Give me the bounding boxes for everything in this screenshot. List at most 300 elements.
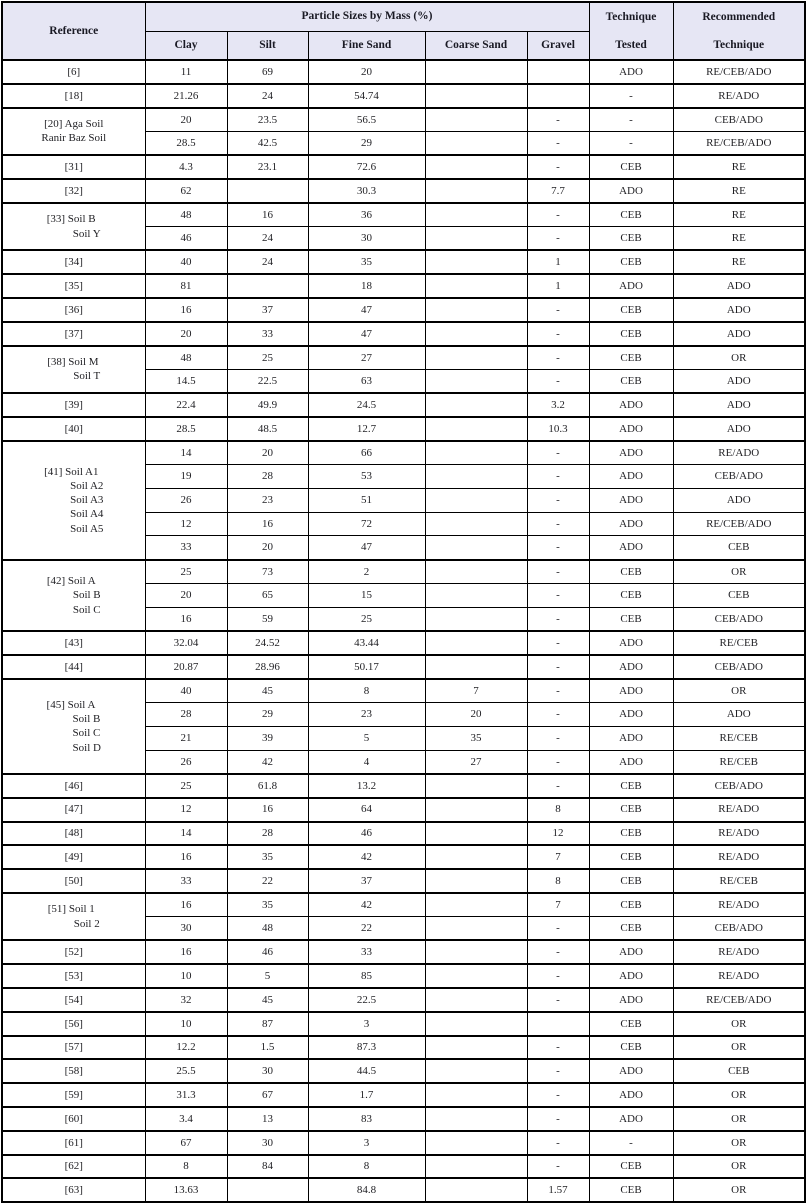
cell-gravel: 8 <box>527 869 589 893</box>
cell-gravel <box>527 1012 589 1036</box>
cell-coarse-sand <box>425 203 527 227</box>
cell-clay: 25 <box>145 560 227 584</box>
cell-technique-tested: CEB <box>589 774 673 798</box>
cell-technique-tested: ADO <box>589 60 673 84</box>
cell-coarse-sand <box>425 274 527 298</box>
cell-fine-sand: 24.5 <box>308 393 425 417</box>
reference-cell <box>2 964 145 988</box>
cell-technique-tested: ADO <box>589 1107 673 1131</box>
table-row <box>2 1155 805 1179</box>
reference-line: [59] <box>64 1089 83 1102</box>
cell-clay: 48 <box>145 346 227 370</box>
cell-fine-sand: 29 <box>308 131 425 155</box>
cell-coarse-sand <box>425 631 527 655</box>
cell-fine-sand: 20 <box>308 60 425 84</box>
cell-clay: 16 <box>145 893 227 917</box>
cell-recommended-technique: ADO <box>673 488 805 512</box>
reference-line: Soil D <box>72 741 101 754</box>
cell-silt: 20 <box>227 441 308 465</box>
cell-gravel: - <box>527 584 589 608</box>
cell-fine-sand: 5 <box>308 726 425 750</box>
reference-line: Soil T <box>73 370 101 383</box>
cell-gravel: - <box>527 488 589 512</box>
cell-technique-tested: ADO <box>589 512 673 536</box>
cell-gravel: 7.7 <box>527 179 589 203</box>
cell-recommended-technique: RE/ADO <box>673 893 805 917</box>
reference-line: [39] <box>64 398 83 411</box>
cell-technique-tested: ADO <box>589 679 673 703</box>
cell-technique-tested: ADO <box>589 631 673 655</box>
cell-gravel <box>527 84 589 108</box>
cell-gravel: - <box>527 1131 589 1155</box>
reference-line: [40] <box>64 422 83 435</box>
table-row <box>2 250 805 274</box>
cell-silt: 16 <box>227 512 308 536</box>
cell-silt: 16 <box>227 203 308 227</box>
cell-recommended-technique: ADO <box>673 417 805 441</box>
cell-gravel: - <box>527 298 589 322</box>
cell-technique-tested: ADO <box>589 964 673 988</box>
cell-gravel: - <box>527 679 589 703</box>
cell-technique-tested: ADO <box>589 465 673 489</box>
cell-recommended-technique: OR <box>673 1036 805 1060</box>
cell-technique-tested: ADO <box>589 988 673 1012</box>
cell-gravel <box>527 60 589 84</box>
cell-clay: 32 <box>145 988 227 1012</box>
cell-silt: 28 <box>227 465 308 489</box>
cell-technique-tested: CEB <box>589 869 673 893</box>
cell-silt: 22.5 <box>227 369 308 393</box>
cell-gravel: - <box>527 203 589 227</box>
cell-clay: 12.2 <box>145 1036 227 1060</box>
cell-clay: 4.3 <box>145 155 227 179</box>
reference-line: [35] <box>64 279 83 292</box>
cell-technique-tested: ADO <box>589 726 673 750</box>
cell-technique-tested: CEB <box>589 1012 673 1036</box>
table-row <box>2 203 805 227</box>
column-group-particle-sizes: Particle Sizes by Mass (%) <box>145 2 589 31</box>
cell-silt: 24.52 <box>227 631 308 655</box>
cell-clay: 21.26 <box>145 84 227 108</box>
cell-gravel: - <box>527 607 589 631</box>
reference-line: [50] <box>64 874 83 887</box>
cell-silt: 23.5 <box>227 108 308 132</box>
cell-clay: 19 <box>145 465 227 489</box>
cell-silt: 42.5 <box>227 131 308 155</box>
reference-line: [33] Soil B <box>46 213 96 226</box>
table-row <box>2 893 805 917</box>
cell-gravel: - <box>527 465 589 489</box>
cell-fine-sand: 42 <box>308 893 425 917</box>
cell-coarse-sand <box>425 822 527 846</box>
reference-line: [47] <box>64 803 83 816</box>
cell-technique-tested: CEB <box>589 845 673 869</box>
cell-silt: 45 <box>227 988 308 1012</box>
reference-cell <box>2 250 145 274</box>
cell-fine-sand: 23 <box>308 703 425 727</box>
reference-line: [44] <box>64 660 83 673</box>
cell-recommended-technique: OR <box>673 1155 805 1179</box>
reference-cell <box>2 1083 145 1107</box>
cell-technique-tested: ADO <box>589 750 673 774</box>
reference-cell <box>2 1178 145 1202</box>
cell-fine-sand: 18 <box>308 274 425 298</box>
reference-line: [37] <box>64 327 83 340</box>
cell-coarse-sand <box>425 441 527 465</box>
cell-silt: 28 <box>227 822 308 846</box>
cell-coarse-sand <box>425 1012 527 1036</box>
cell-recommended-technique: CEB/ADO <box>673 607 805 631</box>
cell-coarse-sand <box>425 393 527 417</box>
cell-fine-sand: 53 <box>308 465 425 489</box>
cell-fine-sand: 72 <box>308 512 425 536</box>
cell-recommended-technique: OR <box>673 1012 805 1036</box>
table-row <box>2 869 805 893</box>
reference-cell <box>2 822 145 846</box>
reference-cell <box>2 274 145 298</box>
cell-silt: 5 <box>227 964 308 988</box>
cell-silt: 61.8 <box>227 774 308 798</box>
reference-cell <box>2 774 145 798</box>
reference-cell <box>2 1131 145 1155</box>
cell-technique-tested: CEB <box>589 560 673 584</box>
cell-recommended-technique: CEB/ADO <box>673 108 805 132</box>
table-row <box>2 1131 805 1155</box>
reference-line: Soil A3 <box>70 494 104 507</box>
cell-silt <box>227 274 308 298</box>
cell-fine-sand: 83 <box>308 1107 425 1131</box>
cell-silt: 16 <box>227 798 308 822</box>
reference-cell <box>2 655 145 679</box>
particle-size-table <box>1 1 806 1203</box>
cell-coarse-sand <box>425 940 527 964</box>
cell-fine-sand: 63 <box>308 369 425 393</box>
cell-technique-tested: ADO <box>589 441 673 465</box>
table-row <box>2 798 805 822</box>
reference-cell <box>2 60 145 84</box>
cell-silt: 45 <box>227 679 308 703</box>
reference-line: [18] <box>64 89 83 102</box>
technique-tested-line1: Technique <box>605 10 657 23</box>
cell-recommended-technique: ADO <box>673 298 805 322</box>
reference-line: [46] <box>64 779 83 792</box>
reference-cell <box>2 893 145 941</box>
cell-coarse-sand <box>425 1131 527 1155</box>
cell-gravel: 12 <box>527 822 589 846</box>
cell-clay: 10 <box>145 1012 227 1036</box>
cell-clay: 16 <box>145 940 227 964</box>
reference-cell <box>2 940 145 964</box>
table-body <box>2 60 805 1202</box>
cell-silt: 24 <box>227 250 308 274</box>
cell-fine-sand: 54.74 <box>308 84 425 108</box>
cell-recommended-technique: RE/ADO <box>673 964 805 988</box>
cell-technique-tested: ADO <box>589 703 673 727</box>
cell-fine-sand: 25 <box>308 607 425 631</box>
cell-gravel: - <box>527 512 589 536</box>
cell-silt: 25 <box>227 346 308 370</box>
reference-cell <box>2 988 145 1012</box>
cell-clay: 46 <box>145 227 227 251</box>
table-row <box>2 60 805 84</box>
cell-clay: 40 <box>145 250 227 274</box>
cell-fine-sand: 22.5 <box>308 988 425 1012</box>
reference-line: Soil A4 <box>70 508 104 521</box>
reference-line: [45] Soil A <box>46 698 96 711</box>
cell-fine-sand: 66 <box>308 441 425 465</box>
cell-coarse-sand <box>425 227 527 251</box>
cell-gravel: 7 <box>527 845 589 869</box>
reference-cell <box>2 203 145 251</box>
cell-technique-tested: - <box>589 1131 673 1155</box>
column-header-recommended-technique <box>673 2 805 60</box>
cell-clay: 16 <box>145 298 227 322</box>
cell-clay: 13.63 <box>145 1178 227 1202</box>
table-row <box>2 393 805 417</box>
cell-fine-sand: 36 <box>308 203 425 227</box>
cell-silt: 49.9 <box>227 393 308 417</box>
table-row <box>2 84 805 108</box>
cell-gravel: - <box>527 703 589 727</box>
cell-gravel: - <box>527 655 589 679</box>
reference-cell <box>2 631 145 655</box>
cell-gravel: - <box>527 131 589 155</box>
cell-silt: 24 <box>227 227 308 251</box>
cell-silt: 24 <box>227 84 308 108</box>
cell-coarse-sand <box>425 1059 527 1083</box>
table-row <box>2 655 805 679</box>
cell-recommended-technique: RE/ADO <box>673 441 805 465</box>
cell-coarse-sand <box>425 655 527 679</box>
cell-fine-sand: 1.7 <box>308 1083 425 1107</box>
cell-clay: 48 <box>145 203 227 227</box>
cell-recommended-technique: OR <box>673 1178 805 1202</box>
table-row <box>2 679 805 703</box>
column-header-fine-sand: Fine Sand <box>308 31 425 60</box>
cell-fine-sand: 50.17 <box>308 655 425 679</box>
cell-silt: 37 <box>227 298 308 322</box>
cell-recommended-technique: RE <box>673 155 805 179</box>
cell-coarse-sand: 7 <box>425 679 527 703</box>
cell-technique-tested: - <box>589 84 673 108</box>
cell-gravel: - <box>527 964 589 988</box>
cell-clay: 3.4 <box>145 1107 227 1131</box>
cell-silt: 65 <box>227 584 308 608</box>
reference-line: [32] <box>64 184 83 197</box>
table-row <box>2 108 805 132</box>
cell-silt: 22 <box>227 869 308 893</box>
cell-clay: 28.5 <box>145 417 227 441</box>
cell-coarse-sand <box>425 560 527 584</box>
cell-coarse-sand <box>425 155 527 179</box>
cell-fine-sand: 22 <box>308 917 425 941</box>
cell-coarse-sand <box>425 179 527 203</box>
reference-cell <box>2 1036 145 1060</box>
column-header-reference: Reference <box>2 2 145 60</box>
reference-cell <box>2 869 145 893</box>
cell-technique-tested: CEB <box>589 298 673 322</box>
cell-recommended-technique: RE/CEB <box>673 631 805 655</box>
reference-line: [42] Soil A <box>46 574 96 587</box>
cell-coarse-sand <box>425 84 527 108</box>
cell-clay: 16 <box>145 607 227 631</box>
cell-recommended-technique: RE/ADO <box>673 845 805 869</box>
cell-gravel: - <box>527 536 589 560</box>
cell-technique-tested: CEB <box>589 227 673 251</box>
cell-gravel: 1 <box>527 250 589 274</box>
cell-clay: 33 <box>145 536 227 560</box>
reference-cell <box>2 1059 145 1083</box>
reference-line: [43] <box>64 636 83 649</box>
cell-coarse-sand <box>425 346 527 370</box>
table-row <box>2 1059 805 1083</box>
reference-cell <box>2 417 145 441</box>
reference-line: [31] <box>64 160 83 173</box>
cell-recommended-technique: ADO <box>673 322 805 346</box>
cell-gravel: 1 <box>527 274 589 298</box>
cell-silt: 67 <box>227 1083 308 1107</box>
cell-gravel: 3.2 <box>527 393 589 417</box>
cell-clay: 25 <box>145 774 227 798</box>
cell-technique-tested: ADO <box>589 179 673 203</box>
reference-line: [6] <box>67 65 81 78</box>
cell-recommended-technique: RE/CEB <box>673 750 805 774</box>
technique-tested-line2: Tested <box>615 38 647 51</box>
cell-recommended-technique: ADO <box>673 274 805 298</box>
reference-line: [58] <box>64 1065 83 1078</box>
reference-line: [53] <box>64 970 83 983</box>
cell-recommended-technique: OR <box>673 679 805 703</box>
reference-cell <box>2 1012 145 1036</box>
cell-gravel: - <box>527 108 589 132</box>
table-row <box>2 441 805 465</box>
cell-technique-tested: CEB <box>589 584 673 608</box>
reference-line: Soil B <box>72 589 101 602</box>
cell-recommended-technique: RE/ADO <box>673 940 805 964</box>
cell-fine-sand: 2 <box>308 560 425 584</box>
reference-line: [61] <box>64 1136 83 1149</box>
reference-line: Soil C <box>72 727 101 740</box>
table-row <box>2 964 805 988</box>
cell-technique-tested: ADO <box>589 1083 673 1107</box>
cell-recommended-technique: RE <box>673 179 805 203</box>
table-row <box>2 274 805 298</box>
cell-technique-tested: CEB <box>589 250 673 274</box>
cell-fine-sand: 13.2 <box>308 774 425 798</box>
cell-clay: 26 <box>145 488 227 512</box>
cell-technique-tested: CEB <box>589 822 673 846</box>
cell-silt: 84 <box>227 1155 308 1179</box>
reference-line: [49] <box>64 851 83 864</box>
table-row <box>2 845 805 869</box>
cell-fine-sand: 3 <box>308 1012 425 1036</box>
cell-fine-sand: 30.3 <box>308 179 425 203</box>
cell-clay: 26 <box>145 750 227 774</box>
reference-cell <box>2 798 145 822</box>
reference-cell <box>2 84 145 108</box>
cell-fine-sand: 43.44 <box>308 631 425 655</box>
cell-coarse-sand: 27 <box>425 750 527 774</box>
reference-cell <box>2 845 145 869</box>
cell-fine-sand: 47 <box>308 322 425 346</box>
cell-silt: 28.96 <box>227 655 308 679</box>
cell-coarse-sand <box>425 1178 527 1202</box>
cell-coarse-sand <box>425 250 527 274</box>
table-row <box>2 631 805 655</box>
cell-coarse-sand <box>425 1107 527 1131</box>
cell-recommended-technique: CEB/ADO <box>673 465 805 489</box>
cell-coarse-sand <box>425 298 527 322</box>
cell-silt: 48.5 <box>227 417 308 441</box>
cell-clay: 28 <box>145 703 227 727</box>
cell-gravel: - <box>527 726 589 750</box>
cell-fine-sand: 44.5 <box>308 1059 425 1083</box>
reference-line: [20] Aga Soil <box>44 118 104 131</box>
cell-clay: 40 <box>145 679 227 703</box>
table-row <box>2 155 805 179</box>
reference-line: [54] <box>64 993 83 1006</box>
cell-coarse-sand <box>425 1083 527 1107</box>
cell-coarse-sand <box>425 131 527 155</box>
cell-silt: 13 <box>227 1107 308 1131</box>
reference-cell <box>2 179 145 203</box>
cell-technique-tested: CEB <box>589 607 673 631</box>
cell-clay: 10 <box>145 964 227 988</box>
cell-recommended-technique: CEB/ADO <box>673 655 805 679</box>
reference-cell <box>2 322 145 346</box>
cell-coarse-sand <box>425 988 527 1012</box>
cell-silt: 23 <box>227 488 308 512</box>
cell-recommended-technique: CEB/ADO <box>673 917 805 941</box>
cell-gravel: - <box>527 988 589 1012</box>
cell-gravel: - <box>527 1083 589 1107</box>
reference-cell <box>2 346 145 394</box>
cell-fine-sand: 12.7 <box>308 417 425 441</box>
cell-technique-tested: - <box>589 131 673 155</box>
table-row <box>2 417 805 441</box>
reference-cell <box>2 1107 145 1131</box>
cell-recommended-technique: CEB <box>673 536 805 560</box>
cell-silt: 23.1 <box>227 155 308 179</box>
cell-coarse-sand <box>425 488 527 512</box>
cell-technique-tested: CEB <box>589 1155 673 1179</box>
cell-technique-tested: CEB <box>589 155 673 179</box>
cell-gravel: - <box>527 750 589 774</box>
cell-recommended-technique: CEB <box>673 1059 805 1083</box>
cell-clay: 12 <box>145 798 227 822</box>
cell-technique-tested: ADO <box>589 536 673 560</box>
cell-gravel: - <box>527 1155 589 1179</box>
cell-recommended-technique: ADO <box>673 703 805 727</box>
cell-coarse-sand: 20 <box>425 703 527 727</box>
cell-silt: 33 <box>227 322 308 346</box>
cell-silt: 48 <box>227 917 308 941</box>
cell-silt: 35 <box>227 845 308 869</box>
table-row <box>2 1083 805 1107</box>
cell-recommended-technique: CEB/ADO <box>673 774 805 798</box>
reference-line: Soil 2 <box>73 917 100 930</box>
cell-clay: 11 <box>145 60 227 84</box>
cell-clay: 67 <box>145 1131 227 1155</box>
reference-cell <box>2 108 145 156</box>
recommended-technique-line2: Technique <box>713 38 765 51</box>
cell-silt: 1.5 <box>227 1036 308 1060</box>
cell-silt <box>227 179 308 203</box>
cell-fine-sand: 4 <box>308 750 425 774</box>
cell-coarse-sand: 35 <box>425 726 527 750</box>
cell-recommended-technique: OR <box>673 1131 805 1155</box>
reference-cell <box>2 679 145 774</box>
